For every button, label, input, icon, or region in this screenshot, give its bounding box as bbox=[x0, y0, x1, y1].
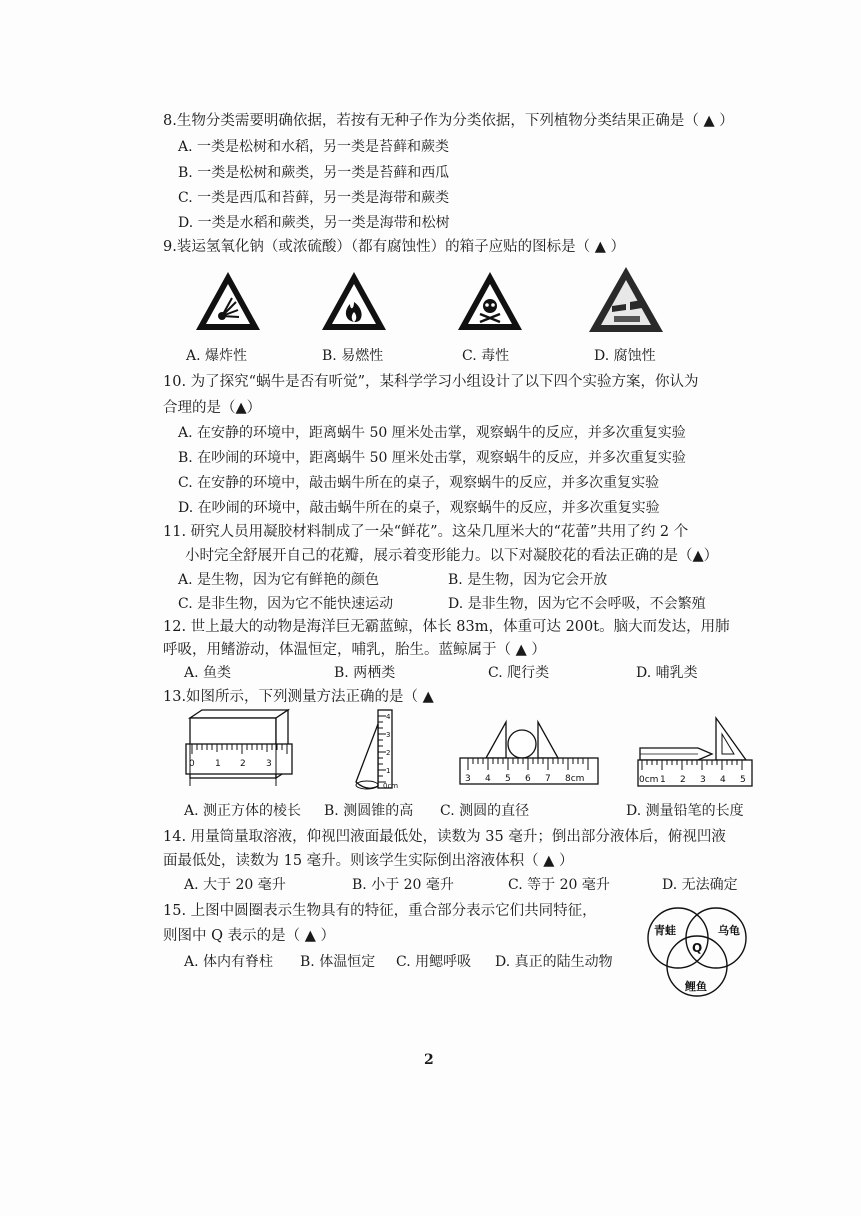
fig-b-tick: 1 bbox=[386, 767, 391, 775]
fig-c-tick: 7 bbox=[545, 774, 551, 784]
q15-stem-line2: 则图中 Q 表示的是（ ▲ ） bbox=[163, 928, 335, 944]
flammable-warning-icon bbox=[318, 268, 390, 336]
q14-stem-line1: 14. 用量筒量取溶液，仰视凹液面最低处，读数为 35 毫升；倒出部分液体后，俯视凹液 bbox=[163, 829, 726, 845]
q15-option-c: C. 用鳃呼吸 bbox=[396, 954, 472, 970]
fig-d-tick: 0cm bbox=[639, 775, 659, 785]
venn-label-turtle: 乌龟 bbox=[718, 924, 740, 937]
fig-b-tick: 2 bbox=[386, 749, 391, 757]
q8-option-b: B. 一类是松树和蕨类，另一类是苔藓和西瓜 bbox=[178, 165, 450, 181]
q14-option-d: D. 无法确定 bbox=[662, 877, 738, 893]
q13-figure-a-cube-ruler bbox=[184, 708, 296, 792]
q8-option-c: C. 一类是西瓜和苔藓，另一类是海带和蕨类 bbox=[178, 190, 450, 206]
q13-figure-d-pencil-ruler bbox=[636, 712, 756, 792]
q15-stem-line1: 15. 上图中圆圈表示生物具有的特征，重合部分表示它们共同特征， bbox=[163, 903, 597, 919]
q15-venn-diagram bbox=[634, 904, 760, 1002]
fig-b-tick: 0cm bbox=[383, 782, 399, 790]
toxic-warning-icon bbox=[454, 268, 526, 336]
corrosive-warning-icon bbox=[586, 264, 666, 336]
q13-option-d: D. 测量铅笔的长度 bbox=[626, 803, 744, 819]
q14-option-b: B. 小于 20 毫升 bbox=[352, 877, 454, 893]
fig-d-tick: 3 bbox=[700, 775, 706, 785]
q9-option-b: B. 易燃性 bbox=[322, 348, 384, 364]
q12-option-b: B. 两栖类 bbox=[334, 665, 396, 681]
q14-option-a: A. 大于 20 毫升 bbox=[184, 877, 286, 893]
fig-c-tick: 3 bbox=[465, 774, 471, 784]
q15-option-b: B. 体温恒定 bbox=[300, 954, 376, 970]
fig-d-tick: 1 bbox=[660, 775, 666, 785]
fig-d-tick: 4 bbox=[720, 775, 726, 785]
q11-option-a: A. 是生物，因为它有鲜艳的颜色 bbox=[178, 572, 380, 588]
q15-option-a: A. 体内有脊柱 bbox=[184, 954, 274, 970]
fig-c-tick: 8cm bbox=[565, 774, 585, 784]
fig-c-tick: 5 bbox=[505, 774, 511, 784]
fig-a-tick: 3 bbox=[266, 759, 272, 769]
fig-b-tick: 3 bbox=[386, 731, 391, 739]
explosive-warning-icon bbox=[192, 268, 264, 336]
fig-b-tick: 4 bbox=[386, 713, 391, 721]
q13-option-b: B. 测圆锥的高 bbox=[324, 803, 414, 819]
q11-option-d: D. 是非生物，因为它不会呼吸，不会繁殖 bbox=[448, 596, 706, 612]
q10-option-b: B. 在吵闹的环境中，距离蜗牛 50 厘米处击掌，观察蜗牛的反应，并多次重复实验 bbox=[178, 450, 686, 466]
q11-stem-line2: 小时完全舒展开自己的花瓣，展示着变形能力。以下对凝胶花的看法正确的是（▲） bbox=[185, 548, 719, 564]
q8-stem: 8.生物分类需要明确依据，若按有无种子作为分类依据，下列植物分类结果正确是（ ▲ ） bbox=[163, 113, 734, 129]
fig-c-tick: 6 bbox=[525, 774, 531, 784]
q12-option-c: C. 爬行类 bbox=[488, 665, 550, 681]
venn-label-frog: 青蛙 bbox=[654, 924, 676, 937]
page-number: 2 bbox=[424, 1052, 434, 1068]
q10-stem-line1: 10. 为了探究“蜗牛是否有听觉”，某科学学习小组设计了以下四个实验方案，你认为 bbox=[163, 374, 699, 390]
q15-option-d: D. 真正的陆生动物 bbox=[495, 954, 613, 970]
q13-stem: 13.如图所示，下列测量方法正确的是（ ▲ bbox=[163, 689, 434, 705]
q10-option-d: D. 在吵闹的环境中，敲击蜗牛所在的桌子，观察蜗牛的反应，并多次重复实验 bbox=[178, 500, 660, 516]
q10-option-c: C. 在安静的环境中，敲击蜗牛所在的桌子，观察蜗牛的反应，并多次重复实验 bbox=[178, 475, 660, 491]
q9-option-a: A. 爆炸性 bbox=[186, 348, 248, 364]
q12-stem-line1: 12. 世上最大的动物是海洋巨无霸蓝鲸，体长 83m，体重可达 200t。脑大而发达，用肺 bbox=[163, 619, 730, 635]
fig-d-tick: 5 bbox=[740, 775, 746, 785]
q11-option-c: C. 是非生物，因为它不能快速运动 bbox=[178, 596, 394, 612]
q8-option-d: D. 一类是水稻和蕨类，另一类是海带和松树 bbox=[178, 215, 450, 231]
venn-label-carp: 鲤鱼 bbox=[685, 980, 707, 993]
q8-option-a: A. 一类是松树和水稻，另一类是苔藓和蕨类 bbox=[178, 139, 450, 155]
q10-option-a: A. 在安静的环境中，距离蜗牛 50 厘米处击掌，观察蜗牛的反应，并多次重复实验 bbox=[178, 425, 686, 441]
fig-d-tick: 2 bbox=[680, 775, 686, 785]
q12-stem-line2: 呼吸，用鳍游动，体温恒定，哺乳，胎生。蓝鲸属于（ ▲ ） bbox=[163, 642, 546, 658]
q13-option-a: A. 测正方体的棱长 bbox=[184, 803, 302, 819]
q14-stem-line2: 面最低处，读数为 15 毫升。则该学生实际倒出溶液体积（ ▲ ） bbox=[163, 853, 574, 869]
q11-option-b: B. 是生物，因为它会开放 bbox=[448, 572, 608, 588]
q12-option-a: A. 鱼类 bbox=[184, 665, 232, 681]
fig-a-tick: 2 bbox=[240, 759, 246, 769]
fig-c-tick: 4 bbox=[485, 774, 491, 784]
q14-option-c: C. 等于 20 毫升 bbox=[508, 877, 610, 893]
q10-stem-line2: 合理的是（▲） bbox=[163, 400, 262, 416]
q9-option-d: D. 腐蚀性 bbox=[594, 348, 656, 364]
q9-option-c: C. 毒性 bbox=[462, 348, 510, 364]
q13-figure-c-circle-ruler bbox=[458, 718, 600, 792]
q9-stem: 9.装运氢氧化钠（或浓硫酸）（都有腐蚀性）的箱子应贴的图标是（ ▲ ） bbox=[163, 239, 625, 255]
q11-stem-line1: 11. 研究人员用凝胶材料制成了一朵“鲜花”。这朵几厘米大的“花蕾”共用了约 2 个 bbox=[163, 524, 689, 540]
fig-a-tick: 1 bbox=[215, 759, 221, 769]
venn-center-q: Q bbox=[692, 941, 703, 955]
fig-a-tick: 0 bbox=[189, 759, 195, 769]
q13-figure-b-cone-ruler bbox=[352, 706, 412, 794]
q13-option-c: C. 测圆的直径 bbox=[440, 803, 530, 819]
q12-option-d: D. 哺乳类 bbox=[636, 665, 698, 681]
